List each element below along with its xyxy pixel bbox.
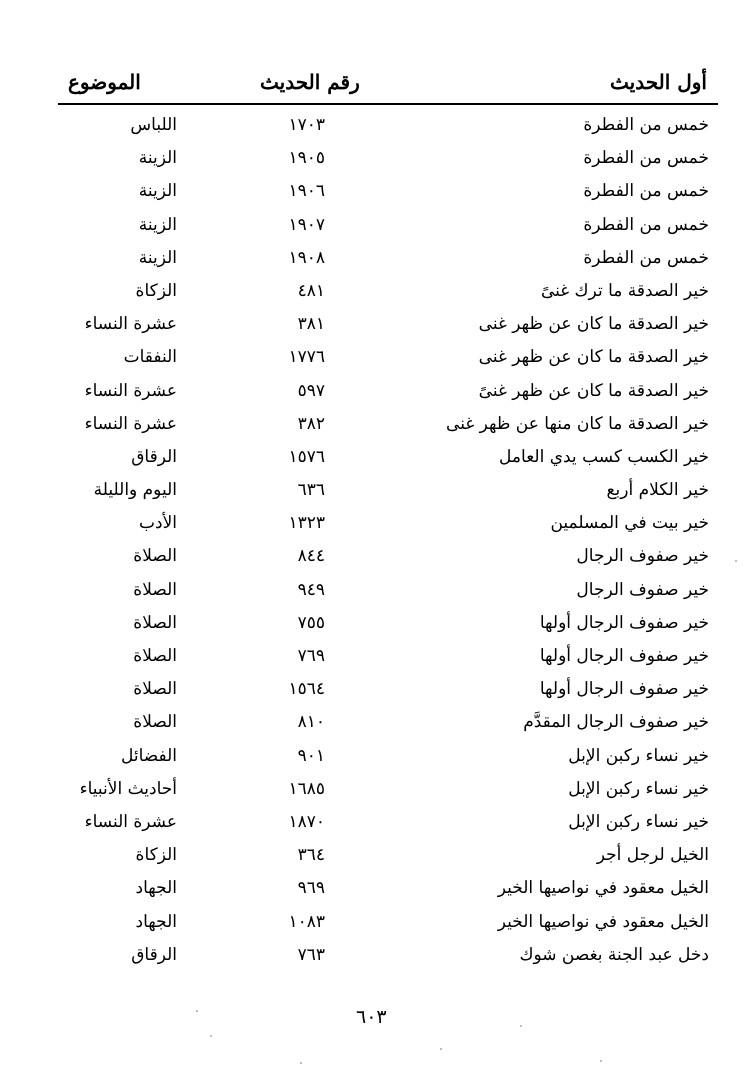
table-row <box>0 112 755 145</box>
hadith-number: ١٩٠٦ <box>288 181 325 202</box>
table-row <box>0 809 755 842</box>
hadith-number: ١٥٧٦ <box>288 446 325 467</box>
table-row <box>0 477 755 510</box>
hadith-first-words: خير الصدقة ما كان منها عن ظهر غنى <box>446 413 709 434</box>
hadith-topic: الأدب <box>139 513 177 534</box>
hadith-topic: الصلاة <box>133 712 177 733</box>
paper-speck <box>196 1010 198 1012</box>
table-row <box>0 344 755 377</box>
hadith-topic: اليوم والليلة <box>93 480 177 501</box>
hadith-first-words: خير صفوف الرجال أولها <box>539 679 709 700</box>
table-row <box>0 577 755 610</box>
hadith-topic: عشرة النساء <box>84 811 177 832</box>
hadith-topic: الصلاة <box>133 679 177 700</box>
hadith-first-words: خمس من الفطرة <box>583 214 709 235</box>
table-row <box>0 212 755 245</box>
table-row <box>0 378 755 411</box>
hadith-topic: الزينة <box>138 214 177 235</box>
hadith-number: ٣٦٤ <box>297 845 325 866</box>
hadith-first-words: خير الصدقة ما ترك غنىً <box>540 280 709 301</box>
table-row <box>0 610 755 643</box>
hadith-topic: الرقاق <box>131 446 177 467</box>
paper-speck <box>735 560 737 562</box>
hadith-first-words: خير الصدقة ما كان عن ظهر غنى <box>478 347 709 368</box>
hadith-number: ٨١٠ <box>297 712 325 733</box>
table-row <box>0 942 755 975</box>
hadith-number: ١٦٨٥ <box>288 778 325 799</box>
hadith-number: ٩٤٩ <box>297 579 325 600</box>
hadith-number: ٣٨١ <box>297 314 325 335</box>
hadith-topic: الزينة <box>138 181 177 202</box>
hadith-topic: الصلاة <box>133 546 177 567</box>
hadith-first-words: خير الكلام أربع <box>606 480 709 501</box>
hadith-number: ١٣٢٣ <box>288 513 325 534</box>
hadith-first-words: خير صفوف الرجال أولها <box>539 612 709 633</box>
hadith-number: ٣٨٢ <box>297 413 325 434</box>
table-row <box>0 643 755 676</box>
paper-speck <box>440 1048 442 1050</box>
paper-speck <box>210 1035 212 1037</box>
hadith-number: ٩٠١ <box>297 745 325 766</box>
paper-speck <box>300 1062 302 1064</box>
hadith-first-words: خمس من الفطرة <box>583 115 709 135</box>
table-row <box>0 709 755 742</box>
hadith-number: ١٩٠٥ <box>288 148 325 169</box>
hadith-topic: أحاديث الأنبياء <box>79 778 177 799</box>
table-row <box>0 543 755 576</box>
hadith-first-words: خمس من الفطرة <box>583 247 709 268</box>
table-row <box>0 743 755 776</box>
hadith-first-words: خمس من الفطرة <box>583 148 709 169</box>
table-row <box>0 278 755 311</box>
hadith-first-words: خير نساء ركبن الإبل <box>568 811 709 832</box>
hadith-topic: النفقات <box>123 347 177 368</box>
hadith-first-words: خير نساء ركبن الإبل <box>568 745 709 766</box>
header-rule <box>58 103 718 105</box>
hadith-first-words: خير صفوف الرجال <box>576 579 709 600</box>
hadith-first-words: الخيل لرجل أجر <box>596 845 709 866</box>
hadith-topic: الجهاد <box>135 878 177 899</box>
hadith-topic: عشرة النساء <box>84 413 177 434</box>
hadith-number: ١٥٦٤ <box>288 679 325 700</box>
table-row <box>0 411 755 444</box>
hadith-number: ٧٥٥ <box>297 612 325 633</box>
hadith-number: ١٨٧٠ <box>288 811 325 832</box>
hadith-first-words: خير بيت في المسلمين <box>550 513 709 534</box>
hadith-first-words: خير صفوف الرجال <box>576 546 709 567</box>
table-row <box>0 311 755 344</box>
hadith-first-words: الخيل معقود في نواصيها الخير <box>497 878 709 899</box>
hadith-number: ١٠٨٣ <box>288 911 325 932</box>
paper-speck <box>520 1025 522 1027</box>
hadith-number: ٨٤٤ <box>297 546 325 567</box>
hadith-number: ١٩٠٨ <box>288 247 325 268</box>
hadith-number: ٥٩٧ <box>297 380 325 401</box>
table-row <box>0 909 755 942</box>
hadith-topic: الجهاد <box>135 911 177 932</box>
header-hadith-number: رقم الحديث <box>260 70 360 94</box>
hadith-first-words: خير نساء ركبن الإبل <box>568 778 709 799</box>
table-row <box>0 444 755 477</box>
header-first-words: أول الحديث <box>610 70 707 94</box>
hadith-number: ١٧٠٣ <box>288 115 325 135</box>
hadith-number: ٧٦٣ <box>297 944 325 965</box>
hadith-topic: عشرة النساء <box>84 314 177 335</box>
hadith-first-words: الخيل معقود في نواصيها الخير <box>497 911 709 932</box>
page-number: ٦٠٣ <box>356 1006 387 1028</box>
paper-speck <box>600 1060 602 1062</box>
header-topic: الموضوع <box>68 70 141 94</box>
hadith-topic: الزكاة <box>135 845 177 866</box>
table-row <box>0 875 755 908</box>
hadith-topic: الرقاق <box>131 944 177 965</box>
hadith-first-words: دخل عبد الجنة بغصن شوك <box>519 944 709 965</box>
hadith-first-words: خير الصدقة ما كان عن ظهر غنىً <box>478 380 709 401</box>
hadith-number: ٤٨١ <box>297 280 325 301</box>
hadith-topic: الزينة <box>138 247 177 268</box>
hadith-number: ١٧٧٦ <box>288 347 325 368</box>
hadith-topic: اللباس <box>130 115 177 135</box>
hadith-number: ٧٦٩ <box>297 646 325 666</box>
hadith-topic: الصلاة <box>133 579 177 600</box>
table-row <box>0 776 755 809</box>
table-row <box>0 842 755 875</box>
hadith-topic: الصلاة <box>133 612 177 633</box>
hadith-first-words: خير الصدقة ما كان عن ظهر غنى <box>478 314 709 335</box>
hadith-number: ٩٦٩ <box>297 878 325 899</box>
hadith-first-words: خير الكسب كسب يدي العامل <box>499 446 709 467</box>
hadith-topic: الزينة <box>138 148 177 169</box>
hadith-first-words: خير صفوف الرجال أولها <box>539 646 709 666</box>
hadith-topic: الصلاة <box>133 646 177 666</box>
table-row <box>0 510 755 543</box>
hadith-first-words: خير صفوف الرجال المقدَّم <box>523 712 709 733</box>
hadith-topic: عشرة النساء <box>84 380 177 401</box>
hadith-topic: الفضائل <box>120 745 177 766</box>
hadith-number: ٦٣٦ <box>297 480 325 501</box>
hadith-number: ١٩٠٧ <box>288 214 325 235</box>
table-row <box>0 178 755 211</box>
table-row <box>0 676 755 709</box>
table-row <box>0 245 755 278</box>
hadith-first-words: خمس من الفطرة <box>583 181 709 202</box>
hadith-topic: الزكاة <box>135 280 177 301</box>
index-table <box>0 112 755 975</box>
table-row <box>0 145 755 178</box>
